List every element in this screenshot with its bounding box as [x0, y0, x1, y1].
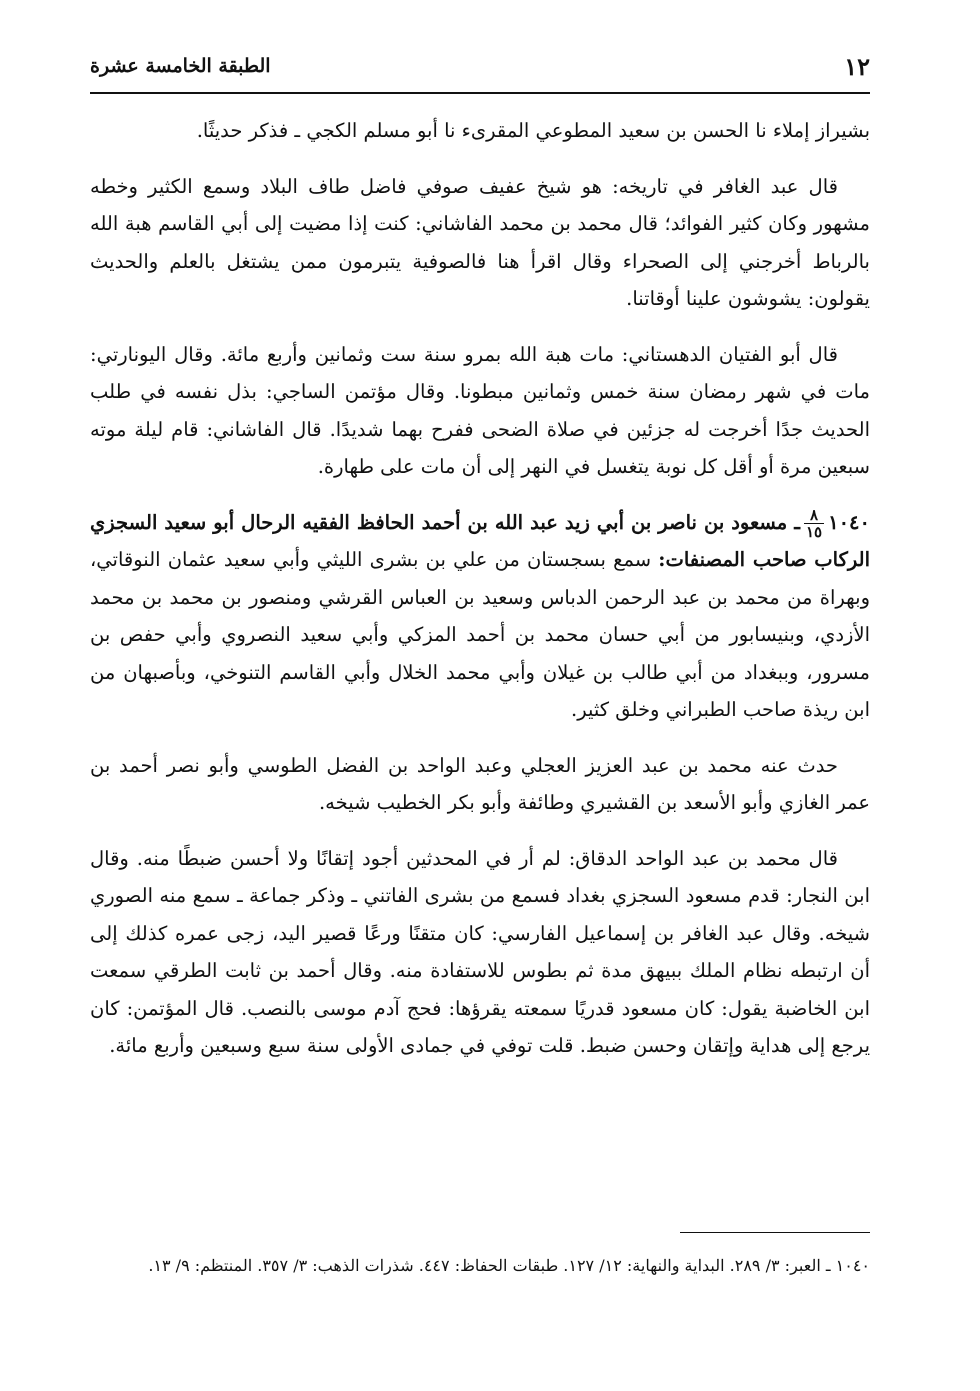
entry-fraction	[804, 507, 824, 540]
biography-entry	[90, 504, 870, 729]
paragraph: قال عبد الغافر في تاريخه: هو شيخ عفيف صوفي فاضل طاف البلاد وسمع الكثير وخطه مشهور وكان كثير الفوائد؛ قال محمد بن محمد الفاشاني: كنت إذا مضيت إلى أبي القاسم هبة الله بالرباط أخرجني إلى الصحراء وقال اقرأ هنا فالصوفية يتبرمون ممن يشتغل بالعلم والحديث يقولون: يشوشون علينا أوقاتنا.	[90, 174, 870, 310]
book-page	[90, 0, 870, 1391]
header-rule	[90, 92, 870, 94]
footnote-rule	[680, 1232, 870, 1233]
entry-title: ـ مسعود بن ناصر بن أبي زيد عبد الله بن أحمد الحافظ الفقيه الرحال أبو سعيد السجزي الركاب صاحب المصنفات:	[90, 510, 870, 571]
entry-number: ١٠٤٠	[828, 510, 870, 534]
running-title: الطبقة الخامسة عشرة	[90, 55, 271, 77]
entry-text: سمع بسجستان من علي بن بشرى الليثي وأبي سعيد عثمان النوقاتي، وبهراة من محمد بن عبد الرحمن الدباس وسعيد بن العباس القرشي ومنصور بن محمد بن محمد الأزدي، وبنيسابور من أبي حسان محمد بن أحمد المزكي وأبي سعيد النصروي وأبي حفص بن مسرور، وببغداد من أبي طالب بن غيلان وأبي محمد الخلال وأبي القاسم التنوخي، وبأصبهان من ابن ريذة صاحب الطبراني وخلق كثير.	[90, 548, 870, 721]
footnote: ١٠٤٠ ـ العبر: ٣/ ٢٨٩. البداية والنهاية: ١٢/ ١٢٧. طبقات الحفاظ: ٤٤٧. شذرات الذهب: ٣/ ٣٥٧. المنتظم: ٩/ ١٣.	[148, 1256, 870, 1275]
paragraph: حدث عنه محمد بن عبد العزيز العجلي وعبد الواحد بن الفضل الطوسي وأبو نصر أحمد بن عمر الغازي وأبو الأسعد بن القشيري وطائفة وأبو بكر الخطيب شيخه.	[90, 753, 870, 814]
paragraph-continuation: بشيراز إملاء نا الحسن بن سعيد المطوعي المقرىء نا أبو مسلم الكجي ـ فذكر حديثًا.	[196, 119, 870, 142]
page-header	[90, 46, 870, 86]
fraction-denominator: ١٥	[805, 522, 823, 541]
paragraph: قال محمد بن عبد الواحد الدقاق: لم أر في المحدثين أجود إتقانًا ولا أحسن ضبطًا منه. وقال ابن النجار: قدم مسعود السجزي بغداد فسمع من بشرى الفاتني ـ وذكر جماعة ـ سمع منه الصوري شيخه. وقال عبد الغافر بن إسماعيل الفارسي: كان متقنًا ورعًا قصير اليد، زجى عمره كذلك إلى أن ارتبطه نظام الملك ببيهق مدة ثم بطوس للاستفادة منه. وقال أحمد بن ثابت الطرقي سمعت ابن الخاضبة يقول: كان مسعود قدريًا سمعته يقرؤها: فحج آدم موسى بالنصب. قال المؤتمن: كان يرجع إلى هداية وإتقان وحسن ضبط. قلت توفي في جمادى الأولى سنة سبع وسبعين وأربع مائة.	[90, 846, 871, 1057]
page-number: ١٢	[844, 51, 870, 81]
main-text	[90, 112, 870, 1083]
fraction-numerator: ٨	[804, 507, 824, 524]
paragraph: قال أبو الفتيان الدهستاني: مات هبة الله بمرو سنة ست وثمانين وأربع مائة. وقال اليونارتي: مات في شهر رمضان سنة خمس وثمانين مبطونا. وقال مؤتمن الساجي: بذل نفسه في طلب الحديث جدًا أخرجت له جزئين في صلاة الضحى ففرح بهما شديدًا. قال الفاشاني: قام ليلة موته سبعين مرة أو أقل كل نوبة يتغسل في النهر إلى أن مات على طهارة.	[90, 342, 870, 478]
